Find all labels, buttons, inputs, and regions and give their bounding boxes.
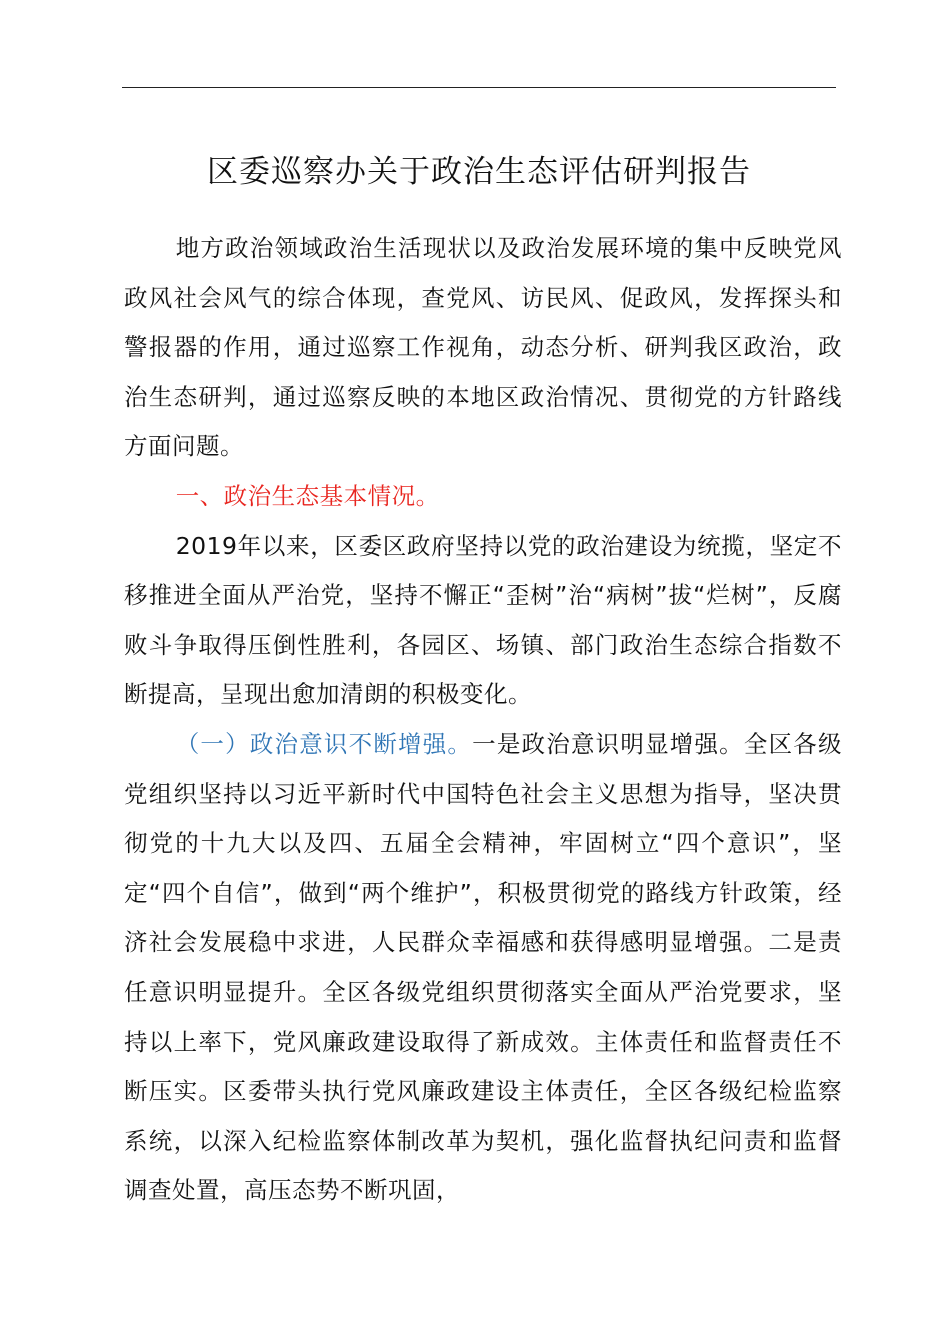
header-rule <box>122 87 836 88</box>
section-heading: 一、政治生态基本情况。 <box>175 481 440 510</box>
subsection-paragraph <box>124 720 842 1216</box>
document-title: 区委巡察办关于政治生态评估研判报告 <box>207 154 751 190</box>
section-body-paragraph: 2019年以来，区委区政府坚持以党的政治建设为统揽，坚定不移推进全面从严治党，坚持不懈正“歪树”治“病树”拔“烂树”，反腐败斗争取得压倒性胜利，各园区、场镇、部门政治生态综合指数不断提高，呈现出愈加清朗的积极变化。 <box>124 531 842 709</box>
intro-paragraph: 地方政治领域政治生活现状以及政治发展环境的集中反映党风政风社会风气的综合体现，查党风、访民风、促政风，发挥探头和警报器的作用，通过巡察工作视角，动态分析、研判我区政治，政治生态研判，通过巡察反映的本地区政治情况、贯彻党的方针路线方面问题。 <box>124 234 842 461</box>
document-body <box>124 224 842 1216</box>
subsection-heading: （一）政治意识不断增强。 <box>175 729 473 758</box>
section-heading-paragraph <box>124 472 842 522</box>
subsection-body: 一是政治意识明显增强。全区各级党组织坚持以习近平新时代中国特色社会主义思想为指导，坚决贯彻党的十九大以及四、五届全会精神，牢固树立“四个意识”，坚定“四个自信”，做到“两个维护”，积极贯彻党的路线方针政策，经济社会发展稳中求进，人民群众幸福感和获得感明显增强。二是责任意识明显提升。全区各级党组织贯彻落实全面从严治党要求，坚持以上率下，党风廉政建设取得了新成效。主体责任和监督责任不断压实。区委带头执行党风廉政建设主体责任，全区各级纪检监察系统，以深入纪检监察体制改革为契机，强化监督执纪问责和监督调查处置，高压态势不断巩固， <box>124 729 843 1205</box>
